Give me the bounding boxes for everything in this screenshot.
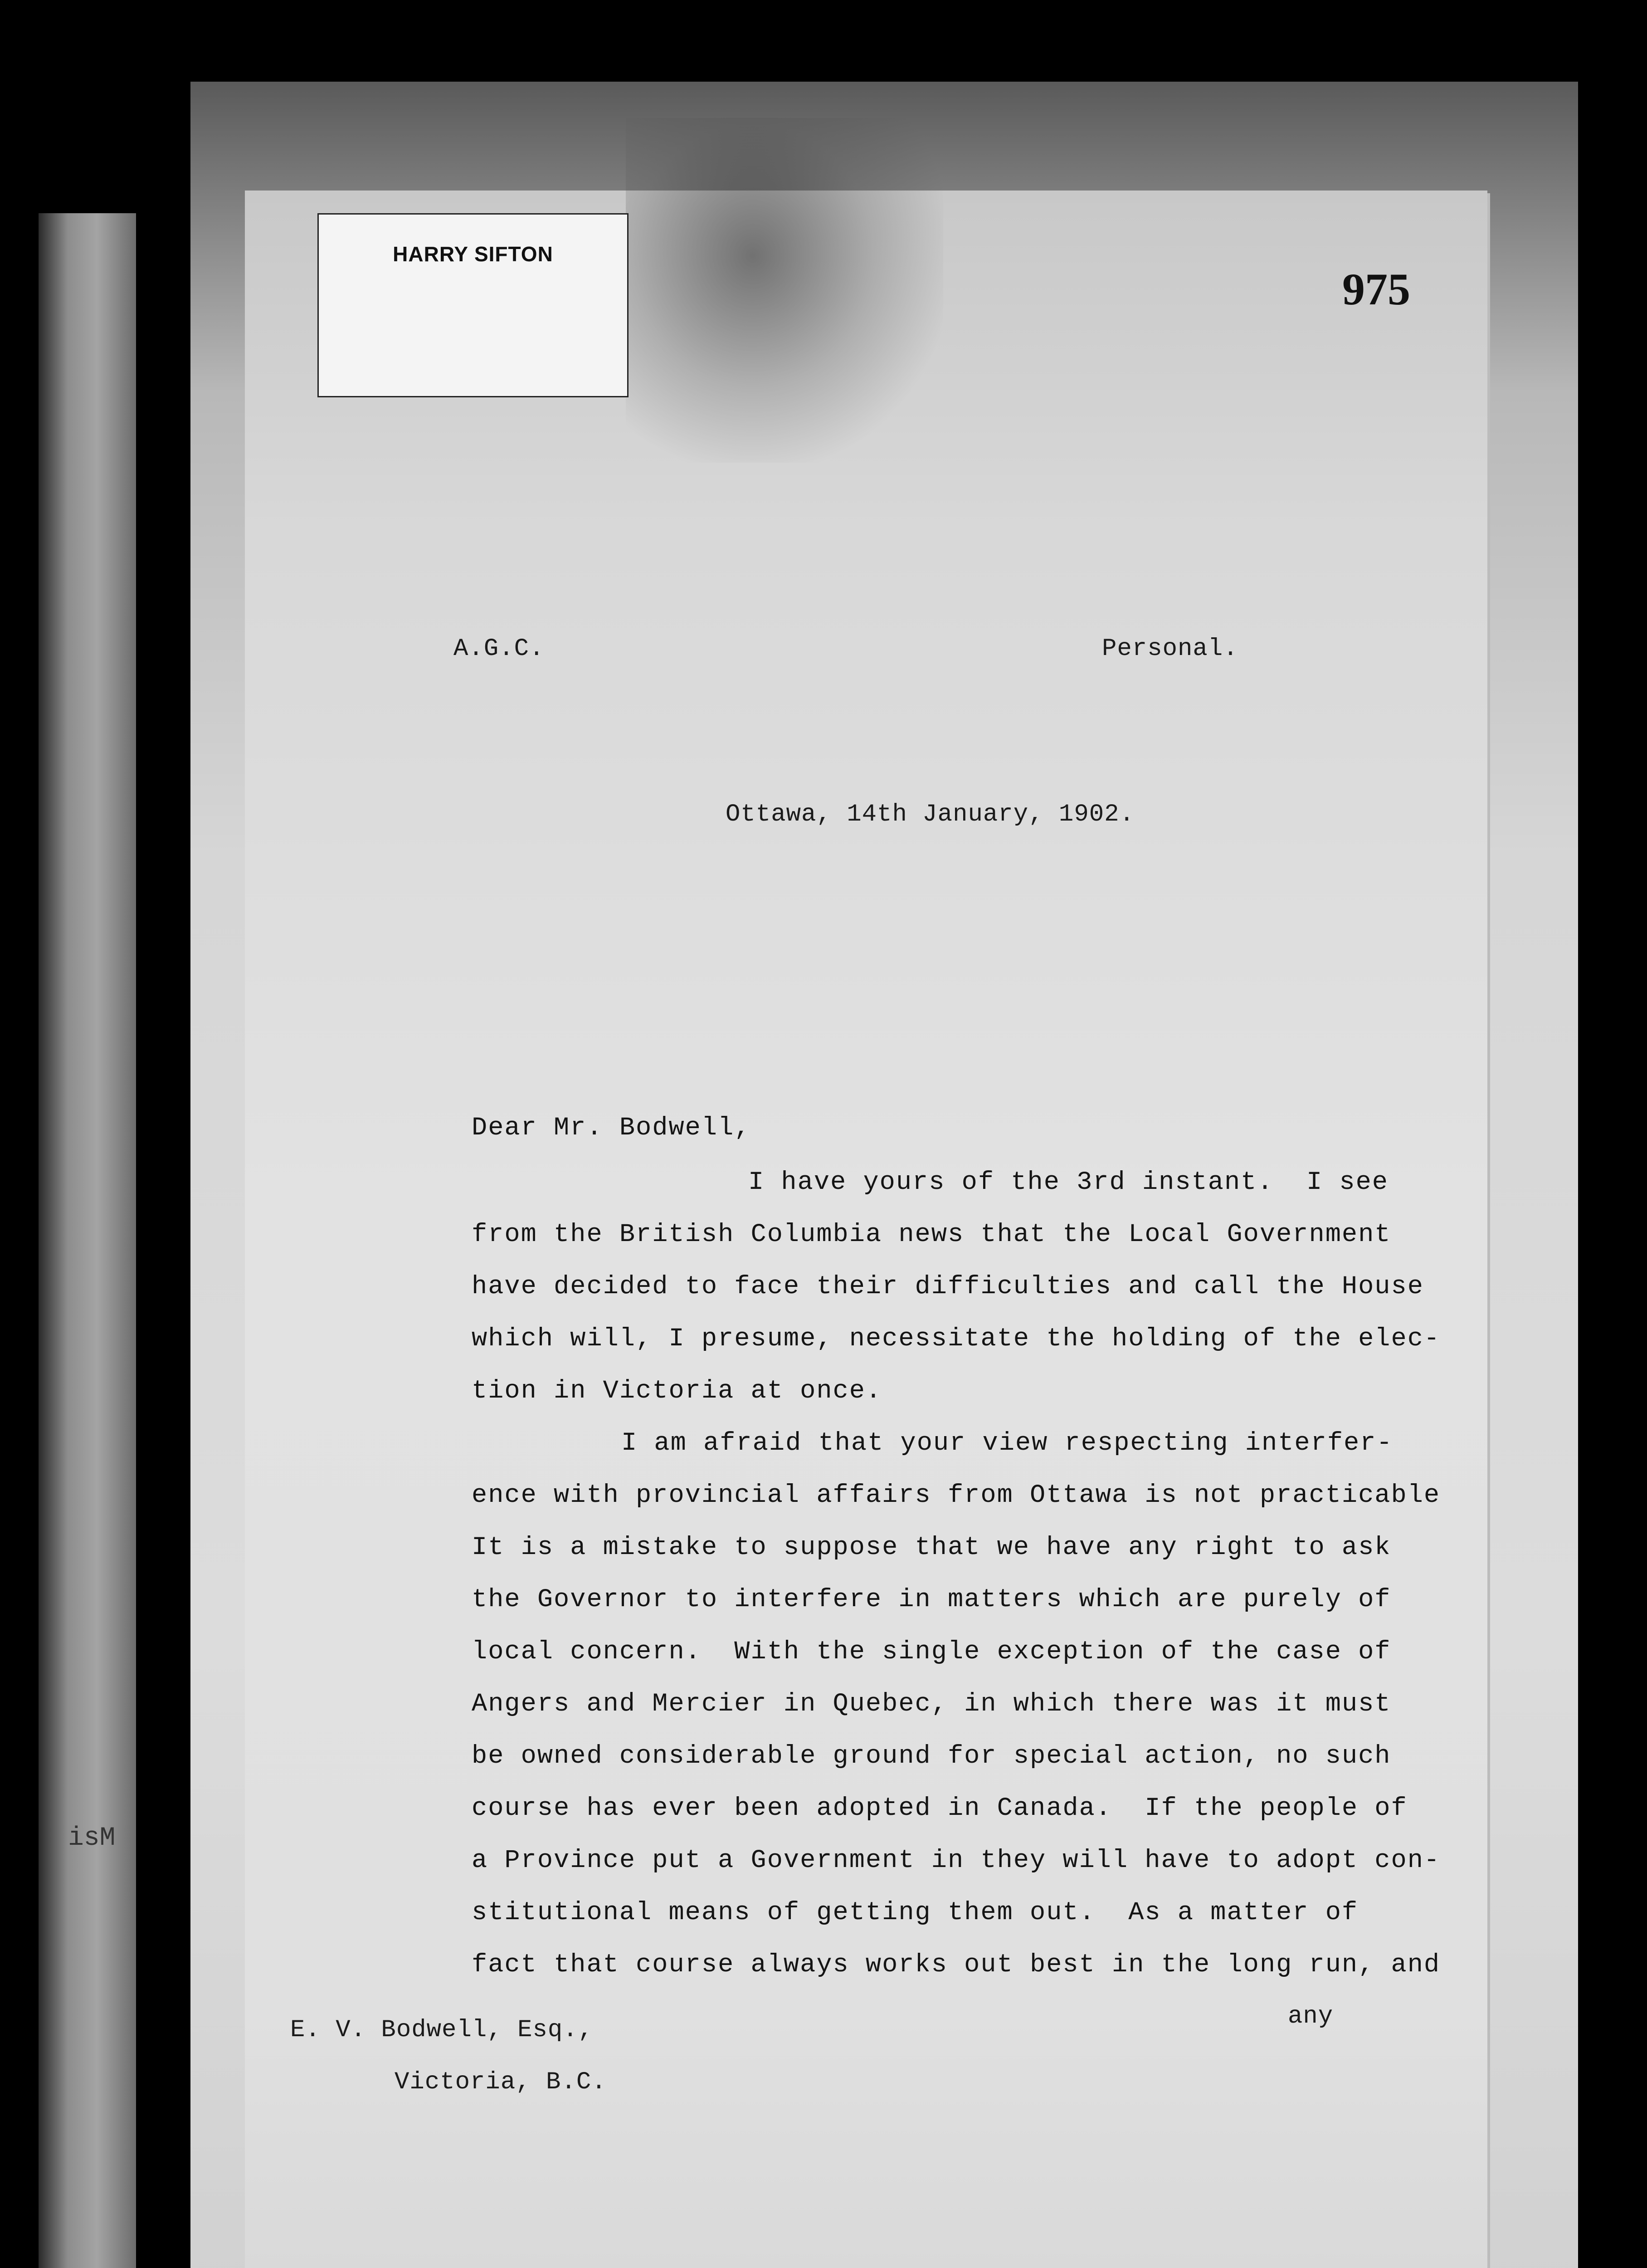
addressee-place: Victoria, B.C. [395,2068,607,2096]
body-line: be owned considerable ground for special action, no such [472,1742,1391,1771]
salutation: Dear Mr. Bodwell, [472,1114,751,1143]
place-date: Ottawa, 14th January, 1902. [726,801,1135,828]
body-line: from the British Columbia news that the Local Government [472,1220,1391,1249]
adjacent-page-strip [39,213,136,2268]
body-line: I have yours of the 3rd instant. I see [748,1168,1389,1197]
catchword: any [1288,2003,1334,2030]
body-line: tion in Victoria at once. [472,1377,882,1406]
reference-code: A.G.C. [453,635,545,663]
body-line: I am afraid that your view respecting interfer- [621,1429,1393,1458]
body-line: local concern. With the single exception of the case of [472,1637,1391,1667]
body-line: which will, I presume, necessitate the holding of the elec- [472,1325,1441,1354]
body-line: stitutional means of getting them out. As a matter of [472,1898,1359,1927]
body-line: have decided to face their difficulties and call the House [472,1272,1424,1301]
page-number: 975 [1342,264,1410,314]
ink-smudge [626,118,943,463]
file-label-text: HARRY SIFTON [393,242,553,266]
body-line: course has ever been adopted in Canada. If the people of [472,1794,1408,1823]
file-label-card [317,213,629,397]
body-line: a Province put a Government in they will have to adopt con- [472,1846,1441,1875]
body-line: ence with provincial affairs from Ottawa is not practicable [472,1481,1441,1510]
body-line: fact that course always works out best in the long run, and [472,1950,1441,1980]
addressee-name: E. V. Bodwell, Esq., [290,2016,594,2044]
body-line: Angers and Mercier in Quebec, in which there was it must [472,1690,1391,1719]
margin-text: isM [68,1823,116,1853]
body-line: It is a mistake to suppose that we have any right to ask [472,1533,1391,1562]
body-line: the Governor to interfere in matters which are purely of [472,1585,1391,1614]
personal-marking: Personal. [1102,635,1238,663]
